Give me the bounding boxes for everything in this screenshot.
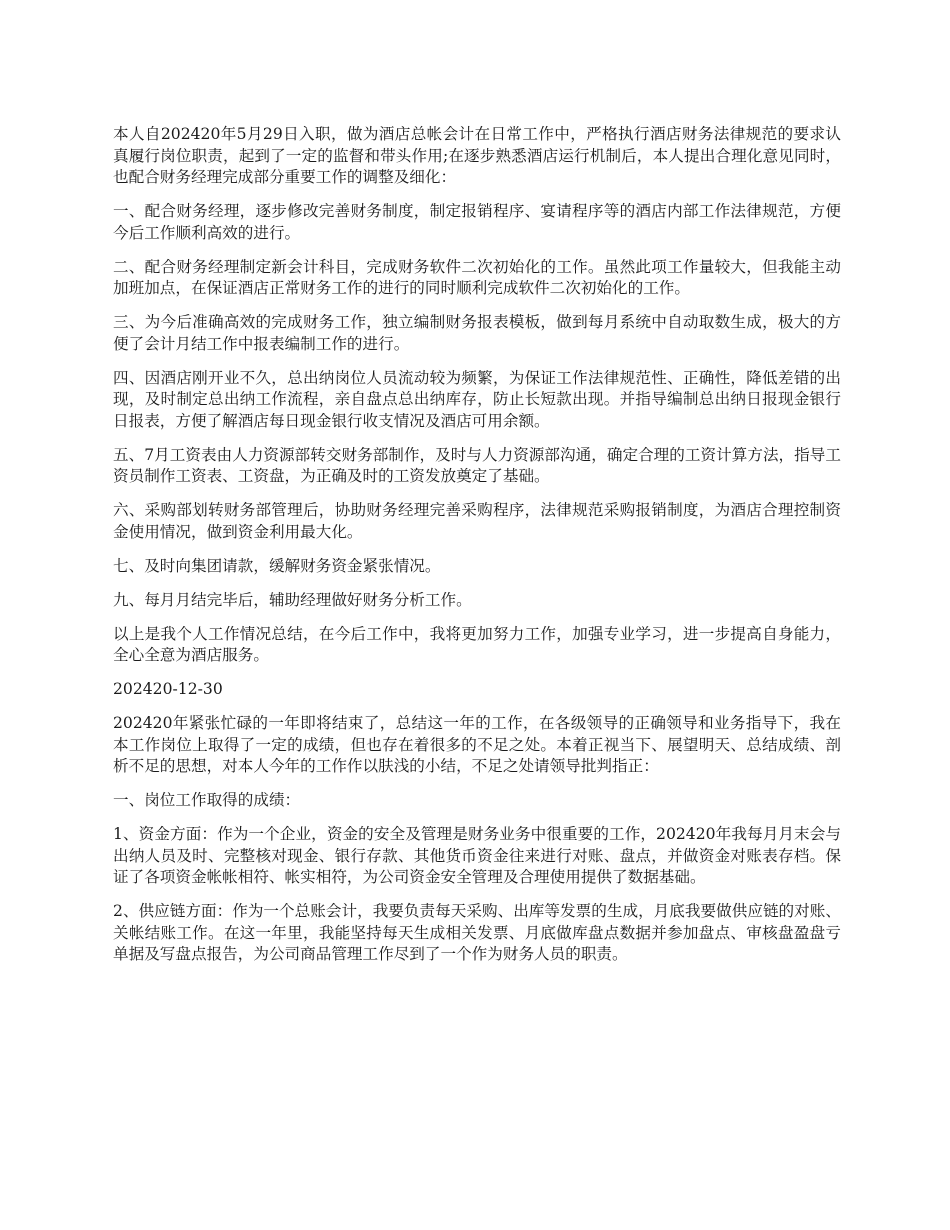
document-body bbox=[113, 124, 841, 978]
paragraph-item-9: 九、每月月结完毕后，辅助经理做好财务分析工作。 bbox=[113, 590, 472, 609]
section-heading-achievements: 一、岗位工作取得的成绩： bbox=[113, 791, 301, 809]
paragraph-conclusion: 以上是我个人工作情况总结，在今后工作中，我将更加努力工作，加强专业学习，进一步提高自身能力，全心全意为酒店服务。 bbox=[113, 624, 841, 664]
paragraph-intro: 本人自202420年5月29日入职，做为酒店总帐会计在日常工作中，严格执行酒店财务法律规范的要求认真履行岗位职责，起到了一定的监督和带头作用;在逐步熟悉酒店运行机制后，本人提出合理化意见同时，也配合财务经理完成部分重要工作的调整及细化： bbox=[113, 125, 841, 186]
paragraph-second-intro: 202420年紧张忙碌的一年即将结束了，总结这一年的工作，在各级领导的正确领导和业务指导下，我在本工作岗位上取得了一定的成绩，但也存在着很多的不足之处。本着正视当下、展望明天、总结成绩、剖析不足的思想，对本人今年的工作作以肤浅的小结，不足之处请领导批判指正： bbox=[113, 714, 841, 775]
paragraph-item-3: 三、为今后准确高效的完成财务工作，独立编制财务报表模板，做到每月系统中自动取数生成，极大的方便了会计月结工作中报表编制工作的进行。 bbox=[113, 313, 841, 353]
paragraph-funds: 1、资金方面：作为一个企业，资金的安全及管理是财务业务中很重要的工作，202420年我每月月末会与出纳人员及时、完整核对现金、银行存款、其他货币资金往来进行对账、盘点，并做资金对账表存档。保证了各项资金帐帐相符、帐实相符，为公司资金安全管理及合理使用提供了数据基础。 bbox=[113, 825, 841, 886]
paragraph-item-2: 二、配合财务经理制定新会计科目，完成财务软件二次初始化的工作。虽然此项工作量较大，但我能主动加班加点，在保证酒店正常财务工作的进行的同时顺利完成软件二次初始化的工作。 bbox=[113, 257, 841, 297]
paragraph-item-1: 一、配合财务经理，逐步修改完善财务制度，制定报销程序、宴请程序等的酒店内部工作法律规范，方便今后工作顺利高效的进行。 bbox=[113, 202, 841, 242]
paragraph-item-4: 四、因酒店刚开业不久，总出纳岗位人员流动较为频繁，为保证工作法律规范性、正确性，降低差错的出现，及时制定总出纳工作流程，亲自盘点总出纳库存，防止长短款出现。并指导编制总出纳日报现金银行日报表，方便了解酒店每日现金银行收支情况及酒店可用余额。 bbox=[113, 368, 841, 430]
paragraph-item-6: 六、采购部划转财务部管理后，协助财务经理完善采购程序，法律规范采购报销制度，为酒店合理控制资金使用情况，做到资金利用最大化。 bbox=[113, 501, 841, 541]
paragraph-item-7: 七、及时向集团请款，缓解财务资金紧张情况。 bbox=[113, 556, 441, 575]
paragraph-item-5: 五、7月工资表由人力资源部转交财务部制作，及时与人力资源部沟通，确定合理的工资计算方法，指导工资员制作工资表、工资盘，为正确及时的工资发放奠定了基础。 bbox=[113, 445, 841, 485]
paragraph-supply-chain: 2、供应链方面：作为一个总账会计，我要负责每天采购、出库等发票的生成，月底我要做供应链的对账、关帐结账工作。在这一年里，我能坚持每天生成相关发票、月底做库盘点数据并参加盘点、审核盘盈盘亏单据及写盘点报告，为公司商品管理工作尽到了一个作为财务人员的职责。 bbox=[113, 902, 841, 963]
paragraph-date: 202420-12-30 bbox=[113, 680, 223, 698]
